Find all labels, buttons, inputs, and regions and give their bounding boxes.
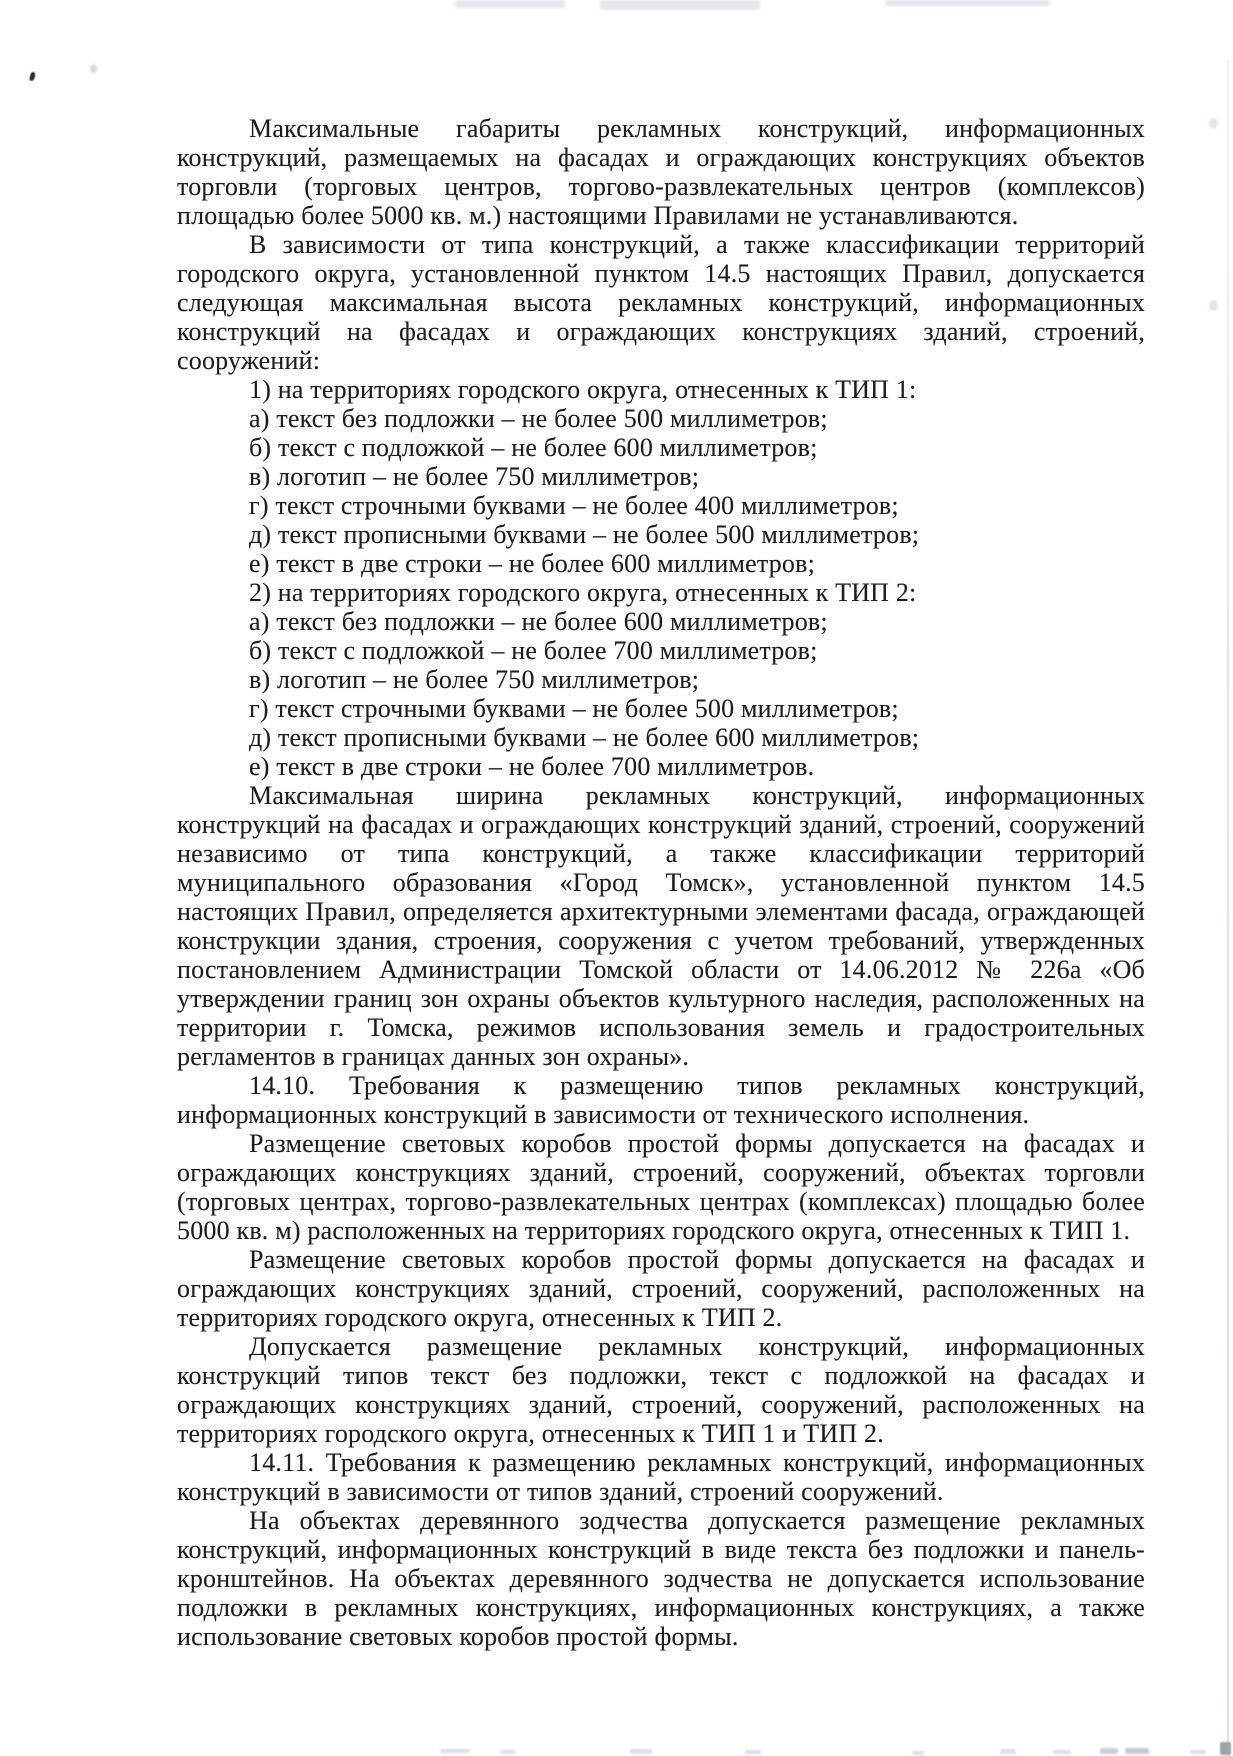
scan-speck-artifact: [29, 72, 36, 82]
paragraph-height-intro: В зависимости от типа конструкций, а также классификации территорий городского округа, установленной пунктом 14.5 настоящих Правил, допускается следующая максимальная высота рекламных конструкций, информационных конструкций на фасадах и ограждающих конструкциях зданий, строений, сооружений:: [177, 230, 1145, 375]
list-item-tip2-header: 2) на территориях городского округа, отнесенных к ТИП 2:: [249, 578, 917, 607]
scan-bottom-edge-smudge: [912, 1751, 924, 1755]
paragraph-lightbox-tip2: Размещение световых коробов простой формы допускается на фасадах и ограждающих конструкциях зданий, строений, сооружений, расположенных на территориях городского округа, отнесенных к ТИП 2.: [177, 1245, 1145, 1332]
scan-bottom-edge-smudge: [500, 1750, 516, 1754]
paragraph-wooden-architecture: На объектах деревянного зодчества допускается размещение рекламных конструкций, информационных конструкций в виде текста без подложки и панель-кронштейнов. На объектах деревянного зодчества не допускается использование подложки в рекламных конструкциях, информационных конструкциях, а также использование световых коробов простой формы.: [177, 1506, 1145, 1651]
paragraph-max-width: Максимальная ширина рекламных конструкций, информационных конструкций на фасадах и ограждающих конструкций зданий, строений, сооружений независимо от типа конструкций, а также классификации территорий муниципального образования «Город Томск», установленной пунктом 14.5 настоящих Правил, определяется архитектурными элементами фасада, ограждающей конструкции здания, строения, сооружения с учетом требований, утвержденных постановлением Администрации Томской области от 14.06.2012 № 226а «Об утверждении границ зон охраны объектов культурного наследия, расположенных на территории г. Томска, режимов использования земель и градостроительных регламентов в границах данных зон охраны».: [177, 781, 1145, 1071]
scan-right-edge-line: [1227, 60, 1229, 1756]
paragraph-max-dimensions: Максимальные габариты рекламных конструкций, информационных конструкций, размещаемых на фасадах и ограждающих конструкциях объектов торговли (торговых центров, торгово-развлекательных центров (комплексов) площадью более 5000 кв. м.) настоящими Правилами не устанавливаются.: [177, 114, 1145, 230]
list-item-tip1-g: г) текст строчными буквами – не более 400 миллиметров;: [249, 491, 899, 520]
list-item-tip2-e: е) текст в две строки – не более 700 миллиметров.: [249, 752, 815, 781]
scan-bottom-edge-smudge: [1053, 1750, 1071, 1754]
scan-bottom-edge-smudge: [630, 1749, 652, 1754]
list-item-tip1-a: а) текст без подложки – не более 500 миллиметров;: [249, 404, 828, 433]
scan-bottom-edge-smudge: [440, 1749, 470, 1753]
scan-bottom-edge-smudge: [745, 1750, 761, 1754]
scan-bottom-edge-smudge: [1125, 1748, 1149, 1754]
list-item-tip2-b: б) текст с подложкой – не более 700 миллиметров;: [249, 636, 818, 665]
document-text-area: [177, 114, 1145, 1651]
scan-bottom-edge-smudge: [1100, 1748, 1118, 1754]
list-item-tip1-v: в) логотип – не более 750 миллиметров;: [249, 462, 700, 491]
scan-top-edge-smudge: [455, 0, 565, 8]
scan-bottom-edge-smudge: [1000, 1749, 1016, 1754]
scan-right-edge-speck: [1209, 118, 1218, 129]
scan-bottom-edge-smudge: [1220, 1742, 1231, 1755]
scan-top-edge-smudge: [600, 0, 760, 10]
paragraph-section-14-10: 14.10. Требования к размещению типов рекламных конструкций, информационных конструкций в зависимости от технического исполнения.: [177, 1071, 1145, 1129]
list-item-tip1-e: е) текст в две строки – не более 600 миллиметров;: [249, 549, 816, 578]
list-item-tip2-d: д) текст прописными буквами – не более 600 миллиметров;: [249, 723, 920, 752]
paragraph-lightbox-tip1: Размещение световых коробов простой формы допускается на фасадах и ограждающих конструкциях зданий, строений, сооружений, объектах торговли (торговых центрах, торгово-развлекательных центрах (комплексах) площадью более 5000 кв. м) расположенных на территориях городского округа, отнесенных к ТИП 1.: [177, 1129, 1145, 1245]
list-item-tip2-g: г) текст строчными буквами – не более 500 миллиметров;: [249, 694, 899, 723]
list-item-tip2-v: в) логотип – не более 750 миллиметров;: [249, 665, 700, 694]
list-item-tip2-a: а) текст без подложки – не более 600 миллиметров;: [249, 607, 828, 636]
list-item-tip1-header: 1) на территориях городского округа, отнесенных к ТИП 1:: [249, 375, 917, 404]
scan-right-edge-speck: [1209, 300, 1218, 311]
scan-bottom-edge-smudge: [1190, 1750, 1206, 1754]
scan-top-edge-smudge: [885, 0, 1050, 6]
paragraph-section-14-11: 14.11. Требования к размещению рекламных конструкций, информационных конструкций в зависимости от типов зданий, строений сооружений.: [177, 1448, 1145, 1506]
list-item-tip1-b: б) текст с подложкой – не более 600 миллиметров;: [249, 433, 818, 462]
paragraph-text-types-placement: Допускается размещение рекламных конструкций, информационных конструкций типов текст без подложки, текст с подложкой на фасадах и ограждающих конструкциях зданий, строений, сооружений, расположенных на территориях городского округа, отнесенных к ТИП 1 и ТИП 2.: [177, 1332, 1145, 1448]
scan-faint-speck-artifact: [90, 64, 97, 73]
list-item-tip1-d: д) текст прописными буквами – не более 500 миллиметров;: [249, 520, 920, 549]
